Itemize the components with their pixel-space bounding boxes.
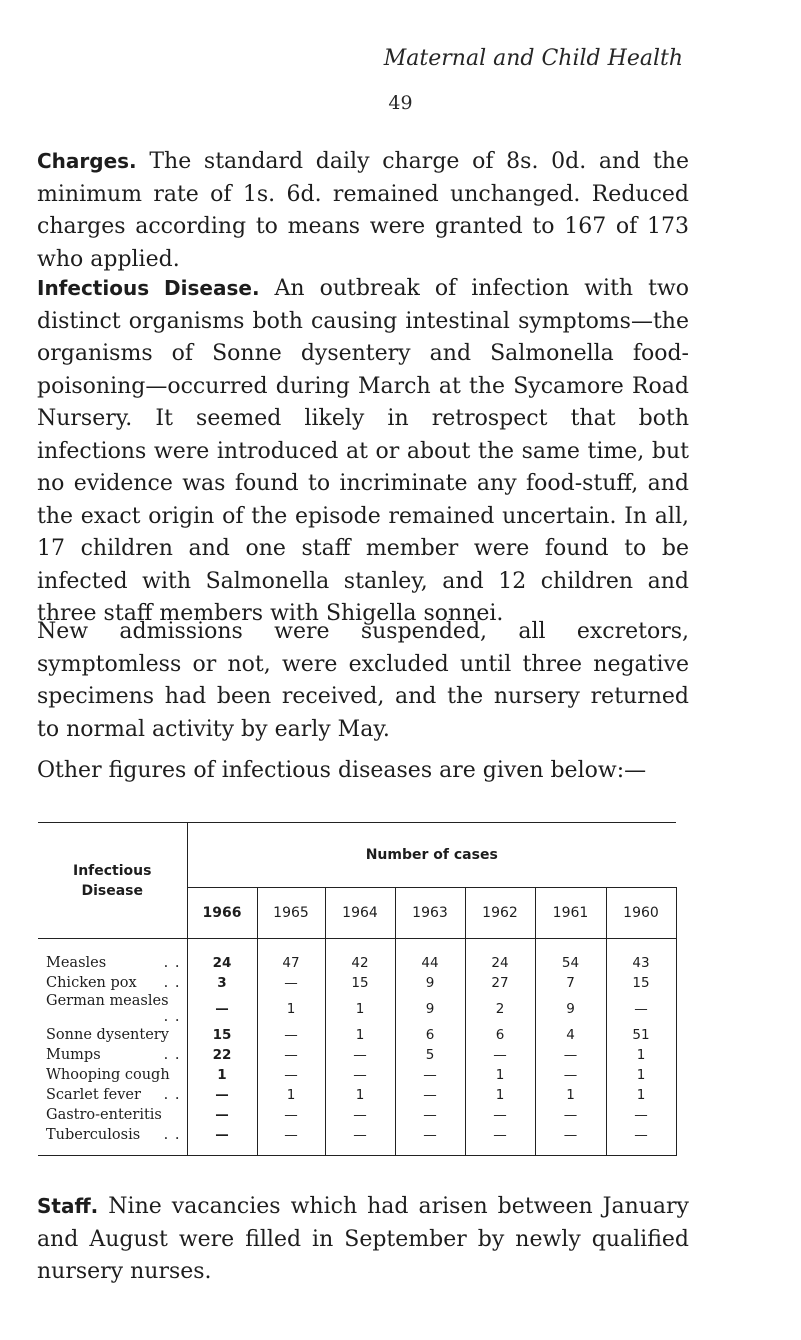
case-count-cell: — [465, 1105, 535, 1125]
case-count-cell: — [187, 993, 257, 1025]
year-header: 1964 [325, 888, 395, 939]
infectious-disease-table [38, 822, 677, 1156]
case-count-cell: 43 [606, 953, 676, 973]
case-count-cell: 15 [187, 1025, 257, 1045]
case-count-cell: 1 [257, 1085, 325, 1105]
case-count-cell: — [325, 1065, 395, 1085]
year-header: 1963 [395, 888, 465, 939]
table-row [38, 1025, 676, 1045]
case-count-cell: 24 [187, 953, 257, 973]
table-row [38, 953, 676, 973]
case-count-cell: — [465, 1045, 535, 1065]
case-count-cell: — [257, 1105, 325, 1125]
table-header-number-of-cases: Number of cases [187, 823, 676, 888]
disease-name-cell: Gastro-enteritis [38, 1105, 187, 1125]
disease-name-cell: Mumps . . [38, 1045, 187, 1065]
case-count-cell: — [325, 1105, 395, 1125]
case-count-cell: 24 [465, 953, 535, 973]
case-count-cell: — [606, 993, 676, 1025]
table-row [38, 1125, 676, 1145]
case-count-cell: — [257, 1125, 325, 1145]
case-count-cell: 5 [395, 1045, 465, 1065]
case-count-cell: — [257, 1025, 325, 1045]
case-count-cell: 6 [395, 1025, 465, 1045]
case-count-cell: — [257, 1065, 325, 1085]
case-count-cell: — [325, 1045, 395, 1065]
table-row [38, 1065, 676, 1085]
disease-name-cell: Scarlet fever . . [38, 1085, 187, 1105]
case-count-cell: 9 [535, 993, 606, 1025]
year-header: 1965 [257, 888, 325, 939]
table-header-disease: Infectious Disease [38, 823, 187, 939]
case-count-cell: 42 [325, 953, 395, 973]
case-count-cell: — [395, 1105, 465, 1125]
case-count-cell: 15 [325, 973, 395, 993]
year-header: 1960 [606, 888, 676, 939]
case-count-cell: 9 [395, 993, 465, 1025]
case-count-cell: — [606, 1125, 676, 1145]
disease-name-cell: Chicken pox . . [38, 973, 187, 993]
case-count-cell: 7 [535, 973, 606, 993]
case-count-cell: 15 [606, 973, 676, 993]
table-row [38, 1045, 676, 1065]
case-count-cell: 44 [395, 953, 465, 973]
case-count-cell: 54 [535, 953, 606, 973]
case-count-cell: 1 [325, 1025, 395, 1045]
case-count-cell: — [535, 1065, 606, 1085]
text-other-figures: Other figures of infectious diseases are given below:— [37, 758, 647, 783]
paragraph-charges [37, 145, 689, 276]
table-row [38, 1085, 676, 1105]
running-title: Maternal and Child Health [383, 46, 683, 71]
case-count-cell: — [395, 1065, 465, 1085]
case-count-cell: — [257, 1045, 325, 1065]
case-count-cell: — [606, 1105, 676, 1125]
case-count-cell: 51 [606, 1025, 676, 1045]
text-staff: Nine vacancies which had arisen between January and August were filled in September by newly qualified nursery nurses. [37, 1194, 689, 1284]
disease-name-cell: Tuberculosis . . [38, 1125, 187, 1145]
paragraph-staff [37, 1190, 689, 1289]
case-count-cell: — [395, 1085, 465, 1105]
case-count-cell: — [465, 1125, 535, 1145]
year-header: 1961 [535, 888, 606, 939]
case-count-cell: 1 [606, 1065, 676, 1085]
text-admissions: New admissions were suspended, all excretors, symptomless or not, were excluded until three negative specimens had been received, and the nursery returned to normal activity by early May. [37, 619, 689, 742]
text-infectious-disease: An outbreak of infection with two distinct organisms both causing intestinal symptoms—the organisms of Sonne dysentery and Salmonella food-poisoning—occurred during March at the Sycamore Road Nursery. It seemed likely in retrospect that both infections were introduced at or about the same time, but no evidence was found to incriminate any food-stuff, and the exact origin of the episode remained uncertain. In all, 17 children and one staff member were found to be infected with Salmonella stanley, and 12 children and three staff members with Shigella sonnei. [37, 276, 689, 626]
case-count-cell: 22 [187, 1045, 257, 1065]
case-count-cell: 1 [606, 1085, 676, 1105]
disease-name-cell: Sonne dysentery [38, 1025, 187, 1045]
table-row [38, 973, 676, 993]
case-count-cell: — [257, 973, 325, 993]
case-count-cell: — [325, 1125, 395, 1145]
case-count-cell: — [535, 1045, 606, 1065]
case-count-cell: 3 [187, 973, 257, 993]
case-count-cell: 1 [325, 993, 395, 1025]
heading-charges: Charges. [37, 149, 137, 173]
case-count-cell: 9 [395, 973, 465, 993]
case-count-cell: 6 [465, 1025, 535, 1045]
case-count-cell: — [187, 1105, 257, 1125]
table-row [38, 993, 676, 1025]
case-count-cell: 27 [465, 973, 535, 993]
case-count-cell: 4 [535, 1025, 606, 1045]
case-count-cell: — [535, 1125, 606, 1145]
disease-name-cell: German measles . . [38, 993, 187, 1025]
paragraph-admissions [37, 616, 689, 746]
case-count-cell: — [187, 1085, 257, 1105]
case-count-cell: 1 [535, 1085, 606, 1105]
paragraph-other-figures [37, 755, 689, 788]
table-row [38, 1105, 676, 1125]
disease-name-cell: Measles . . [38, 953, 187, 973]
case-count-cell: 1 [325, 1085, 395, 1105]
case-count-cell: 1 [257, 993, 325, 1025]
year-header: 1966 [187, 888, 257, 939]
heading-staff: Staff. [37, 1194, 99, 1218]
heading-infectious-disease: Infectious Disease. [37, 276, 260, 300]
text-charges: The standard daily charge of 8s. 0d. and the minimum rate of 1s. 6d. remained unchanged. Reduced charges according to means were granted to 167 of 173 who applied. [37, 149, 689, 272]
case-count-cell: 1 [465, 1085, 535, 1105]
case-count-cell: 1 [465, 1065, 535, 1085]
case-count-cell: — [395, 1125, 465, 1145]
paragraph-infectious-disease [37, 272, 689, 631]
case-count-cell: 1 [187, 1065, 257, 1085]
page-number: 49 [388, 92, 413, 114]
disease-name-cell: Whooping cough [38, 1065, 187, 1085]
case-count-cell: — [187, 1125, 257, 1145]
case-count-cell: 47 [257, 953, 325, 973]
year-header: 1962 [465, 888, 535, 939]
case-count-cell: 1 [606, 1045, 676, 1065]
case-count-cell: — [535, 1105, 606, 1125]
case-count-cell: 2 [465, 993, 535, 1025]
